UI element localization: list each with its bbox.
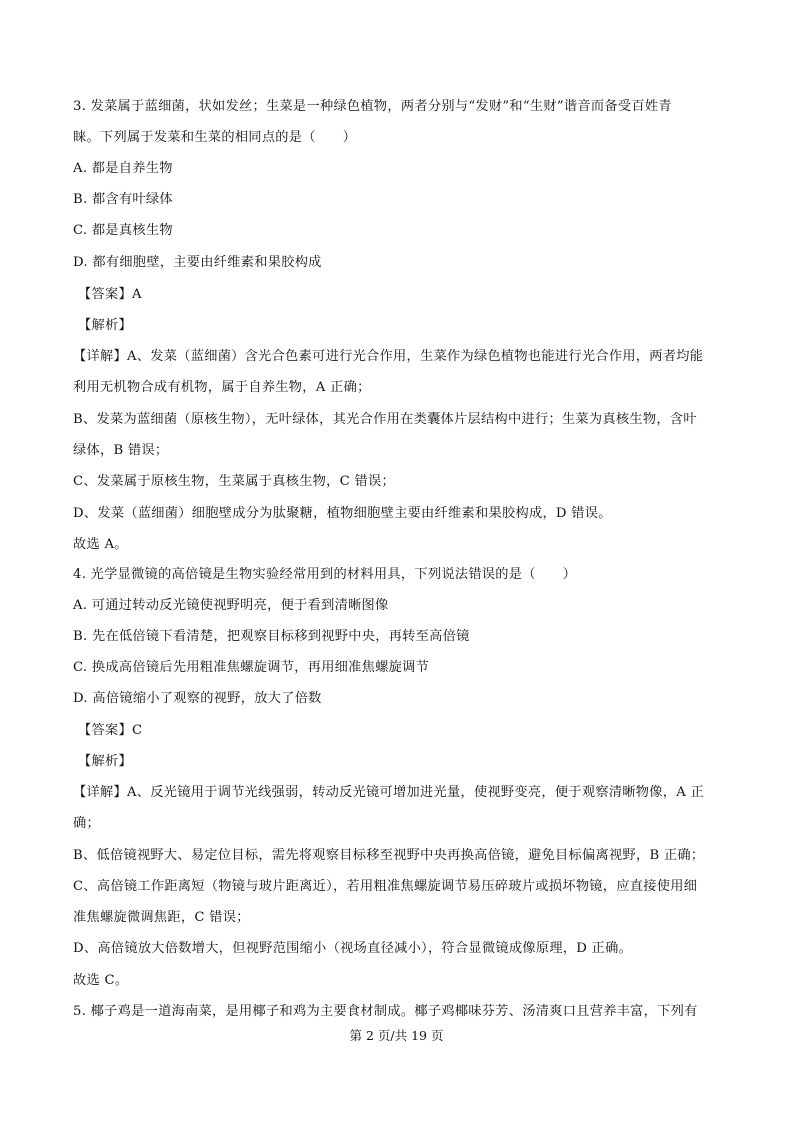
- q4-answer: 【答案】C: [78, 723, 143, 738]
- q4-c-line1: C、高倍镜工作距离短（物镜与玻片距离近），若用粗准焦螺旋调节易压碎玻片或损坏物镜，应直接使用细: [73, 879, 698, 894]
- q4-detail-line1: 【详解】A、反光镜用于调节光线强弱，转动反光镜可增加进光量，使视野变亮，便于观察清晰物像，A 正: [73, 785, 705, 800]
- q4-option-c: C. 换成高倍镜后先用粗准焦螺旋调节，再用细准焦螺旋调节: [73, 660, 430, 675]
- q3-option-c: C. 都是真核生物: [73, 223, 173, 238]
- q3-stem-line1: 3. 发菜属于蓝细菌，状如发丝；生菜是一种绿色植物，两者分别与“发财”和“生财”谐音而备受百姓青: [73, 99, 672, 114]
- q3-option-b: B. 都含有叶绿体: [73, 192, 173, 207]
- q3-answer: 【答案】A: [78, 287, 142, 302]
- q4-option-b: B. 先在低倍镜下看清楚，把观察目标移到视野中央，再转至高倍镜: [73, 629, 470, 644]
- q5-stem-line1: 5. 椰子鸡是一道海南菜，是用椰子和鸡为主要食材制成。椰子鸡椰味芬芳、汤清爽口且营养丰富，下列有: [73, 1004, 698, 1019]
- q3-stem-line2: 睐。下列属于发菜和生菜的相同点的是（ ）: [73, 130, 357, 145]
- q4-d-line: D、高倍镜放大倍数增大，但视野范围缩小（视场直径减小），符合显微镜成像原理，D 正确。: [73, 941, 633, 956]
- q3-d-line: D、发菜（蓝细菌）细胞壁成分为肽聚糖，植物细胞壁主要由纤维素和果胶构成，D 错误。: [73, 506, 612, 521]
- q3-b-line1: B、发菜为蓝细菌（原核生物），无叶绿体，其光合作用在类囊体片层结构中进行；生菜为真核生物，含叶: [73, 412, 697, 427]
- page-footer: 第 2 页/共 19 页: [349, 1028, 444, 1043]
- q3-b-line2: 绿体，B 错误；: [73, 443, 169, 458]
- q4-analysis-label: 【解析】: [78, 754, 132, 769]
- q4-detail-line2: 确；: [73, 816, 100, 831]
- q3-c-line: C、发菜属于原核生物，生菜属于真核生物，C 错误；: [73, 474, 395, 489]
- q3-option-a: A. 都是自养生物: [73, 161, 173, 176]
- q3-detail-line1: 【详解】A、发菜（蓝细菌）含光合色素可进行光合作用，生菜作为绿色植物也能进行光合作用，两者均能: [73, 349, 704, 364]
- q4-conclusion: 故选 C。: [73, 973, 129, 988]
- q3-conclusion: 故选 A。: [73, 537, 128, 552]
- q4-c-line2: 准焦螺旋微调焦距，C 错误；: [73, 910, 250, 925]
- q4-b-line: B、低倍镜视野大、易定位目标，需先将观察目标移至视野中央再换高倍镜，避免目标偏离视野，B 正确；: [73, 848, 705, 863]
- q4-stem: 4. 光学显微镜的高倍镜是生物实验经常用到的材料用具，下列说法错误的是（ ）: [73, 567, 577, 582]
- q4-option-d: D. 高倍镜缩小了观察的视野，放大了倍数: [73, 691, 322, 706]
- q3-option-d: D. 都有细胞壁，主要由纤维素和果胶构成: [73, 255, 322, 270]
- q4-option-a: A. 可通过转动反光镜使视野明亮，便于看到清晰图像: [73, 598, 389, 613]
- q3-analysis-label: 【解析】: [78, 318, 132, 333]
- q3-detail-line2: 利用无机物合成有机物，属于自养生物，A 正确；: [73, 380, 371, 395]
